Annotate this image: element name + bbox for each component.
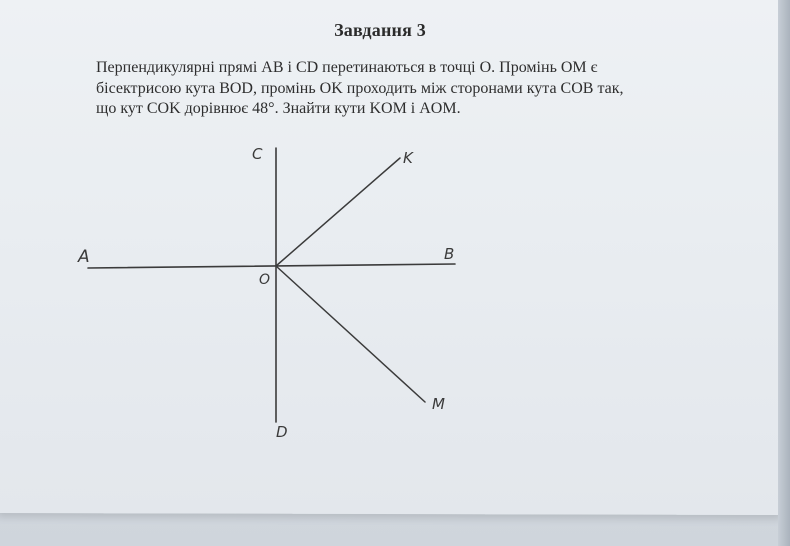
problem-line-2: бісектрисою кута BOD, промінь OK проходить між сторонами кута COB так, [96,79,624,97]
label-k: K [403,149,413,167]
label-m: M [432,395,445,413]
label-c: C [252,145,263,163]
line-ab [88,264,455,268]
ray-ok [276,158,400,266]
problem-line-3: що кут COK дорівнює 48°. Знайти кути KOM і AOM. [96,100,461,117]
task-title: Завдання 3 [334,20,426,40]
ray-om [276,266,425,402]
problem-line-1: Перпендикулярні прямі AB і CD перетинаються в точці O. Промінь OM є [96,59,598,76]
label-d: D [276,423,288,441]
label-b: B [444,245,455,263]
label-o: O [259,272,271,288]
label-a: A [78,247,90,267]
